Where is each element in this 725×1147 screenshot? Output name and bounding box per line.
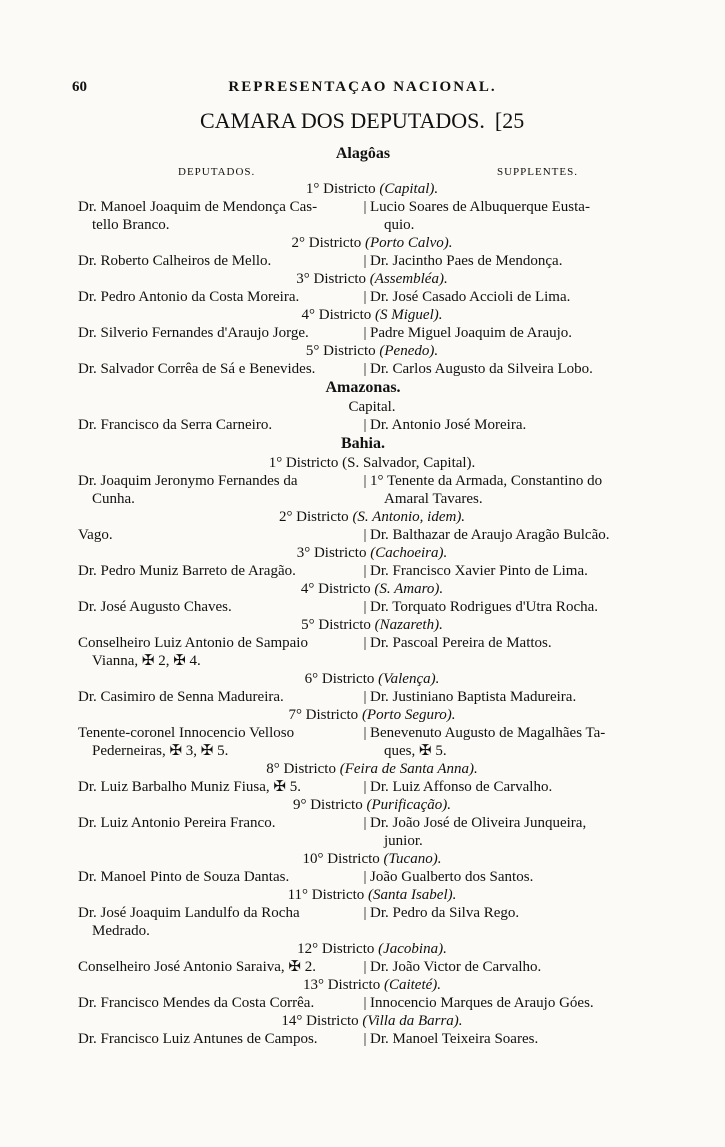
substitute-name: Dr. Francisco Xavier Pinto de Lima. bbox=[370, 563, 588, 579]
deputy-name-line: Dr. Joaquim Jeronymo Fernandes da bbox=[78, 473, 298, 489]
column-rule: | bbox=[363, 599, 367, 615]
entry-row bbox=[78, 814, 648, 850]
entry-row bbox=[78, 598, 648, 616]
district-heading bbox=[78, 306, 648, 324]
district-label: 5° Districto bbox=[305, 343, 376, 359]
deputy-name: Dr. Francisco da Serra Carneiro. bbox=[78, 417, 273, 433]
substitute-name-cont: junior. bbox=[384, 833, 423, 849]
entry-row bbox=[78, 994, 648, 1012]
column-rule: | bbox=[363, 815, 367, 831]
title-text: CAMARA DOS DEPUTADOS. bbox=[200, 108, 485, 133]
district-heading bbox=[78, 886, 648, 904]
district-place: (Villa da Barra). bbox=[362, 1013, 463, 1029]
district-label: 14° Districto bbox=[281, 1013, 359, 1029]
substitute-name bbox=[370, 724, 648, 760]
district-label: 7° Districto bbox=[288, 707, 359, 723]
deputy-name: Dr. Luiz Barbalho Muniz Fiusa, ✠ 5. bbox=[78, 779, 301, 795]
substitute-name: Dr. José Casado Accioli de Lima. bbox=[370, 289, 571, 305]
column-rule: | bbox=[363, 635, 367, 651]
deputy-name bbox=[78, 198, 360, 234]
deputy-name bbox=[78, 724, 360, 760]
deputy-name: Dr. Silverio Fernandes d'Araujo Jorge. bbox=[78, 325, 309, 341]
district-label: 12° Districto bbox=[297, 941, 375, 957]
entry-row bbox=[78, 778, 648, 796]
district-label: 3° Districto bbox=[296, 271, 367, 287]
entry-row bbox=[78, 868, 648, 886]
deputy-name-line: Dr. José Joaquim Landulfo da Rocha bbox=[78, 905, 300, 921]
deputy-name: Dr. Pedro Muniz Barreto de Aragão. bbox=[78, 563, 296, 579]
entry-row bbox=[78, 904, 648, 940]
province-heading-amazonas: Amazonas. bbox=[325, 379, 401, 396]
deputy-name: Dr. Salvador Corrêa de Sá e Benevides. bbox=[78, 361, 316, 377]
substitute-name bbox=[370, 472, 648, 508]
substitute-name-line: Lucio Soares de Albuquerque Eusta- bbox=[370, 199, 590, 215]
column-rule: | bbox=[363, 563, 367, 579]
substitute-name: Dr. Manoel Teixeira Soares. bbox=[370, 1031, 539, 1047]
district-place: (Capital). bbox=[379, 181, 439, 197]
deputy-name-line: Dr. Manoel Joaquim de Mendonça Cas- bbox=[78, 199, 318, 215]
district-heading bbox=[78, 454, 648, 472]
district-label: 1° Districto bbox=[305, 181, 376, 197]
substitute-name: Dr. Antonio José Moreira. bbox=[370, 417, 527, 433]
district-heading bbox=[78, 616, 648, 634]
title-number: [25 bbox=[494, 108, 525, 133]
district-place: (Porto Seguro). bbox=[361, 707, 456, 723]
column-rule: | bbox=[363, 689, 367, 705]
district-label: 10° Districto bbox=[302, 851, 380, 867]
substitute-name-cont: Amaral Tavares. bbox=[384, 491, 483, 507]
column-rule: | bbox=[363, 253, 367, 269]
column-rule: | bbox=[363, 361, 367, 377]
district-heading bbox=[78, 940, 648, 958]
column-header-deputies: DEPUTADOS. bbox=[178, 166, 256, 178]
substitute-name-line: Benevenuto Augusto de Magalhães Ta- bbox=[370, 725, 606, 741]
deputy-name bbox=[78, 904, 360, 940]
entry-row bbox=[78, 288, 648, 306]
deputy-name: Dr. Luiz Antonio Pereira Franco. bbox=[78, 815, 276, 831]
deputy-name bbox=[78, 472, 360, 508]
substitute-name: Dr. Justiniano Baptista Madureira. bbox=[370, 689, 577, 705]
deputy-name-cont: Vianna, ✠ 2, ✠ 4. bbox=[92, 653, 201, 669]
column-rule: | bbox=[363, 779, 367, 795]
district-place: (Jacobina). bbox=[378, 941, 447, 957]
deputy-name: Vago. bbox=[78, 527, 113, 543]
district-label: 1° Districto (S. Salvador, Capital). bbox=[268, 455, 476, 471]
column-rule: | bbox=[363, 959, 367, 975]
column-rule: | bbox=[363, 417, 367, 433]
substitute-name-line: Dr. João José de Oliveira Junqueira, bbox=[370, 815, 587, 831]
entry-row bbox=[78, 958, 648, 976]
deputy-name-line: Tenente-coronel Innocencio Velloso bbox=[78, 725, 295, 741]
district-heading bbox=[78, 1012, 648, 1030]
entry-row bbox=[78, 1030, 648, 1048]
district-heading bbox=[78, 850, 648, 868]
district-place: (Caiteté). bbox=[383, 977, 442, 993]
district-place: (S. Antonio, idem). bbox=[352, 509, 466, 525]
entry-row bbox=[78, 324, 648, 342]
deputies-list bbox=[78, 144, 648, 1048]
district-place: (S Miguel). bbox=[375, 307, 443, 323]
district-label: 2° Districto bbox=[291, 235, 362, 251]
column-rule: | bbox=[363, 289, 367, 305]
district-label: Capital. bbox=[348, 399, 396, 415]
district-place: (Purificação). bbox=[366, 797, 452, 813]
column-rule: | bbox=[363, 995, 367, 1011]
district-label: 4° Districto bbox=[301, 307, 372, 323]
entry-row bbox=[78, 472, 648, 508]
district-label: 4° Districto bbox=[300, 581, 371, 597]
district-heading bbox=[78, 544, 648, 562]
substitute-name bbox=[370, 198, 648, 234]
district-heading bbox=[78, 706, 648, 724]
district-label: 2° Districto bbox=[278, 509, 349, 525]
substitute-name: Dr. Balthazar de Araujo Aragão Bulcão. bbox=[370, 527, 610, 543]
district-heading bbox=[78, 760, 648, 778]
district-heading bbox=[78, 796, 648, 814]
deputy-name-cont: Cunha. bbox=[92, 491, 135, 507]
district-place: (Porto Calvo). bbox=[365, 235, 453, 251]
district-heading bbox=[78, 180, 648, 198]
district-heading bbox=[78, 342, 648, 360]
substitute-name: Dr. Torquato Rodrigues d'Utra Rocha. bbox=[370, 599, 599, 615]
column-rule: | bbox=[363, 905, 367, 921]
district-heading bbox=[78, 398, 648, 416]
district-place: (Valença). bbox=[378, 671, 440, 687]
deputy-name: Dr. Roberto Calheiros de Mello. bbox=[78, 253, 272, 269]
deputy-name: Dr. Francisco Luiz Antunes de Campos. bbox=[78, 1031, 318, 1047]
entry-row bbox=[78, 688, 648, 706]
district-place: (Assembléa). bbox=[369, 271, 448, 287]
district-label: 9° Districto bbox=[292, 797, 363, 813]
deputy-name: Dr. Francisco Mendes da Costa Corrêa. bbox=[78, 995, 315, 1011]
substitute-name: Dr. Pedro da Silva Rego. bbox=[370, 905, 520, 921]
district-heading bbox=[78, 976, 648, 994]
substitute-name: Innocencio Marques de Araujo Góes. bbox=[370, 995, 594, 1011]
district-heading bbox=[78, 580, 648, 598]
entry-row bbox=[78, 416, 648, 434]
substitute-name: Dr. Pascoal Pereira de Mattos. bbox=[370, 635, 552, 651]
deputy-name bbox=[78, 634, 360, 670]
column-rule: | bbox=[363, 199, 367, 215]
deputy-name-line: Conselheiro Luiz Antonio de Sampaio bbox=[78, 635, 308, 651]
entry-row bbox=[78, 526, 648, 544]
column-rule: | bbox=[363, 473, 367, 489]
column-headers bbox=[78, 164, 648, 180]
district-label: 6° Districto bbox=[304, 671, 375, 687]
substitute-name bbox=[370, 814, 648, 850]
substitute-name-cont: ques, ✠ 5. bbox=[384, 743, 447, 759]
entry-row bbox=[78, 360, 648, 378]
district-heading bbox=[78, 270, 648, 288]
district-label: 8° Districto bbox=[266, 761, 336, 777]
column-rule: | bbox=[363, 325, 367, 341]
substitute-name: João Gualberto dos Santos. bbox=[370, 869, 534, 885]
deputy-name-cont: Medrado. bbox=[92, 923, 150, 939]
district-label: 3° Districto bbox=[296, 545, 367, 561]
entry-row bbox=[78, 252, 648, 270]
district-place: (Santa Isabel). bbox=[368, 887, 457, 903]
entry-row bbox=[78, 198, 648, 234]
substitute-name: Dr. João Victor de Carvalho. bbox=[370, 959, 542, 975]
substitute-name: Dr. Carlos Augusto da Silveira Lobo. bbox=[370, 361, 593, 377]
district-heading bbox=[78, 234, 648, 252]
province-heading-alagoas: Alagôas bbox=[335, 145, 391, 162]
district-label: 13° Districto bbox=[302, 977, 381, 993]
column-rule: | bbox=[363, 1031, 367, 1047]
substitute-name-cont: quio. bbox=[384, 217, 415, 233]
deputy-name: Dr. Manoel Pinto de Souza Dantas. bbox=[78, 869, 290, 885]
deputy-name: Dr. Casimiro de Senna Madureira. bbox=[78, 689, 284, 705]
district-place: (Penedo). bbox=[379, 343, 439, 359]
column-rule: | bbox=[363, 527, 367, 543]
district-place: (Feira de Santa Anna). bbox=[339, 761, 478, 777]
page-title bbox=[200, 108, 524, 134]
district-place: (S. Amaro). bbox=[374, 581, 444, 597]
district-label: 11° Districto bbox=[287, 887, 365, 903]
deputy-name: Conselheiro José Antonio Saraiva, ✠ 2. bbox=[78, 959, 316, 975]
district-label: 5° Districto bbox=[301, 617, 371, 633]
substitute-name: Dr. Luiz Affonso de Carvalho. bbox=[370, 779, 553, 795]
substitute-name-line: 1° Tenente da Armada, Constantino do bbox=[370, 473, 603, 489]
deputy-name-cont: tello Branco. bbox=[92, 217, 170, 233]
entry-row bbox=[78, 634, 648, 670]
province-heading-bahia: Bahia. bbox=[340, 435, 385, 452]
substitute-name: Dr. Jacintho Paes de Mendonça. bbox=[370, 253, 563, 269]
entry-row bbox=[78, 724, 648, 760]
running-head: REPRESENTAÇAO NACIONAL. bbox=[228, 79, 497, 95]
column-rule: | bbox=[363, 725, 367, 741]
deputy-name: Dr. Pedro Antonio da Costa Moreira. bbox=[78, 289, 300, 305]
district-place: (Tucano). bbox=[383, 851, 442, 867]
district-heading bbox=[78, 508, 648, 526]
page-number: 60 bbox=[72, 79, 87, 95]
column-rule: | bbox=[363, 869, 367, 885]
deputy-name: Dr. José Augusto Chaves. bbox=[78, 599, 232, 615]
district-place: (Nazareth). bbox=[374, 617, 443, 633]
column-header-substitutes: SUPPLENTES. bbox=[497, 166, 578, 178]
entry-row bbox=[78, 562, 648, 580]
deputy-name-cont: Pederneiras, ✠ 3, ✠ 5. bbox=[92, 743, 229, 759]
district-place: (Cachoeira). bbox=[370, 545, 448, 561]
substitute-name: Padre Miguel Joaquim de Araujo. bbox=[370, 325, 573, 341]
district-heading bbox=[78, 670, 648, 688]
